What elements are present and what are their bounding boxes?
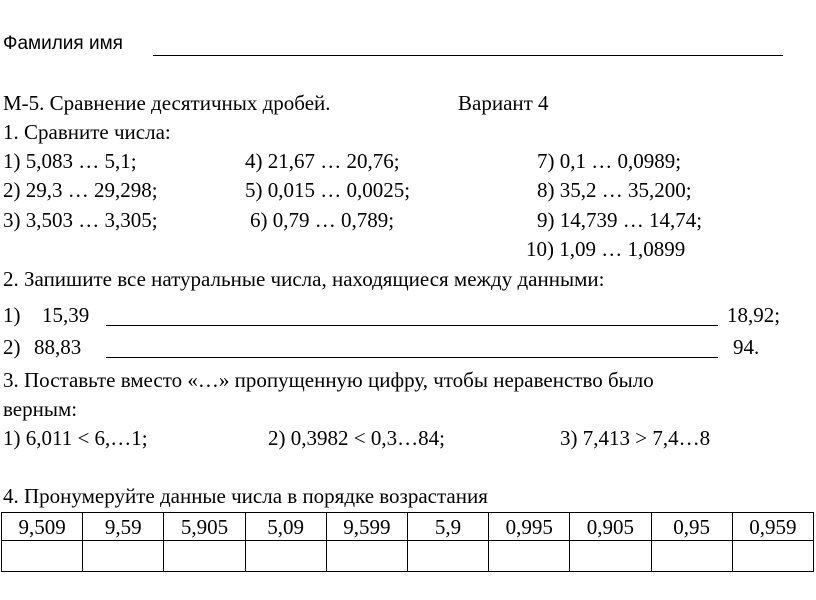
task2-row-number: 2) bbox=[3, 335, 21, 359]
value-cell: 0,995 bbox=[489, 513, 570, 541]
task1-item: 2) 29,3 … 29,298; bbox=[3, 178, 158, 202]
task1-heading: 1. Сравните числа: bbox=[3, 120, 171, 144]
value-cell: 5,09 bbox=[245, 513, 326, 541]
value-cell: 9,59 bbox=[83, 513, 164, 541]
task2-row-number: 1) bbox=[3, 303, 21, 327]
task2-row-to: 18,92; bbox=[727, 303, 781, 327]
student-name-line[interactable] bbox=[153, 55, 783, 56]
task2-row-to: 94. bbox=[733, 335, 760, 359]
student-name-label: Фамилия имя bbox=[3, 33, 123, 54]
answer-cell[interactable] bbox=[164, 541, 245, 572]
value-cell: 0,95 bbox=[651, 513, 732, 541]
ordering-table bbox=[1, 512, 814, 572]
variant-label: Вариант 4 bbox=[458, 91, 549, 115]
task2-row-from: 15,39 bbox=[42, 303, 90, 327]
task2-answer-line[interactable] bbox=[106, 357, 718, 358]
task3-heading-cont: верным: bbox=[3, 397, 78, 421]
task3-item: 1) 6,011 < 6,…1; bbox=[3, 426, 148, 450]
task3-item: 2) 0,3982 < 0,3…84; bbox=[268, 426, 445, 450]
task1-item: 7) 0,1 … 0,0989; bbox=[537, 149, 682, 173]
task3-item: 3) 7,413 > 7,4…8 bbox=[560, 426, 711, 450]
task2-row-from: 88,83 bbox=[34, 335, 82, 359]
task1-item: 5) 0,015 … 0,0025; bbox=[245, 178, 411, 202]
task1-item: 3) 3,503 … 3,305; bbox=[3, 208, 158, 232]
answer-cell[interactable] bbox=[245, 541, 326, 572]
task3-heading: 3. Поставьте вместо «…» пропущенную цифру, чтобы неравенство было bbox=[3, 368, 654, 392]
task1-item: 4) 21,67 … 20,76; bbox=[245, 149, 400, 173]
task2-heading: 2. Запишите все натуральные числа, находящиеся между данными: bbox=[3, 267, 605, 291]
value-cell: 5,9 bbox=[407, 513, 488, 541]
task1-item: 9) 14,739 … 14,74; bbox=[537, 208, 703, 232]
answer-cell[interactable] bbox=[2, 541, 83, 572]
value-cell: 0,905 bbox=[570, 513, 651, 541]
task4-heading: 4. Пронумеруйте данные числа в порядке возрастания bbox=[3, 484, 488, 508]
task1-item: 1) 5,083 … 5,1; bbox=[3, 149, 137, 173]
task1-item: 8) 35,2 … 35,200; bbox=[537, 178, 692, 202]
answers-row bbox=[2, 541, 814, 572]
answer-cell[interactable] bbox=[489, 541, 570, 572]
worksheet-title: М-5. Сравнение десятичных дробей. bbox=[3, 91, 331, 115]
value-cell: 5,905 bbox=[164, 513, 245, 541]
value-cell: 9,509 bbox=[2, 513, 83, 541]
answer-cell[interactable] bbox=[326, 541, 407, 572]
answer-cell[interactable] bbox=[83, 541, 164, 572]
task2-answer-line[interactable] bbox=[106, 325, 718, 326]
value-cell: 9,599 bbox=[326, 513, 407, 541]
answer-cell[interactable] bbox=[570, 541, 651, 572]
value-cell: 0,959 bbox=[732, 513, 813, 541]
answer-cell[interactable] bbox=[407, 541, 488, 572]
task1-item: 6) 0,79 … 0,789; bbox=[250, 208, 395, 232]
task1-item: 10) 1,09 … 1,0899 bbox=[526, 237, 686, 261]
answer-cell[interactable] bbox=[651, 541, 732, 572]
values-row bbox=[2, 513, 814, 541]
answer-cell[interactable] bbox=[732, 541, 813, 572]
